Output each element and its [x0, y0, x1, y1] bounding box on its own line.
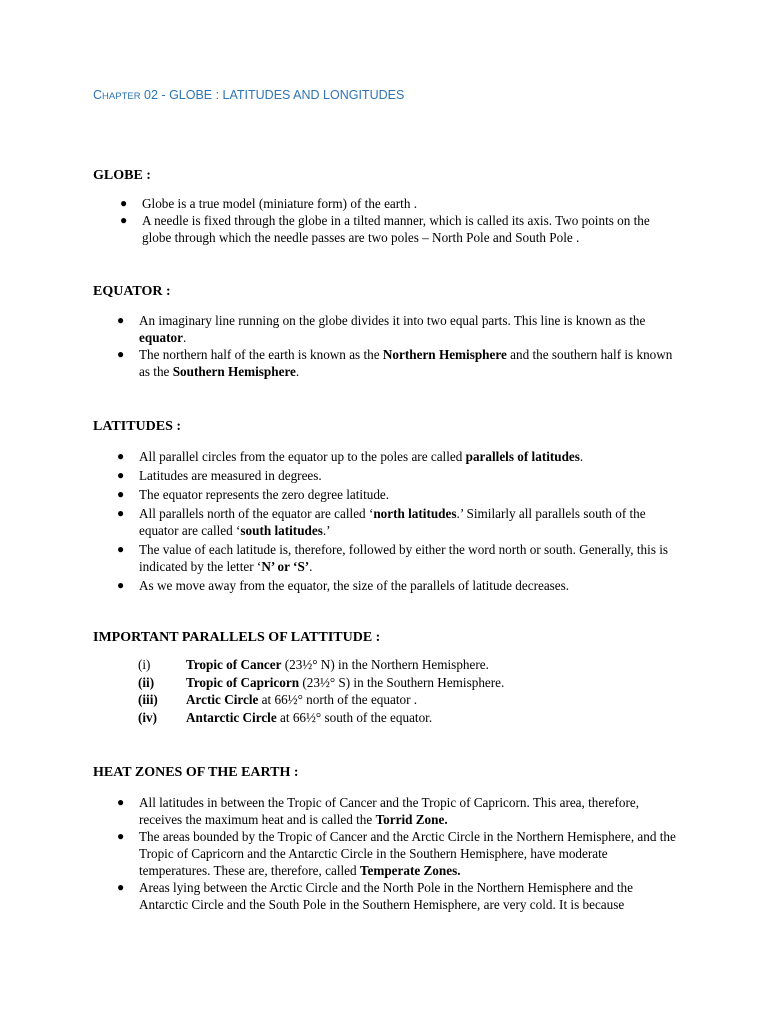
bullet-icon: ● [117, 449, 125, 463]
punctuation: .’ [322, 523, 331, 538]
bullet-icon: ● [117, 506, 125, 520]
heading-latitudes: LATITUDES : [93, 419, 182, 434]
item-number: (i) [138, 657, 151, 672]
southern-hemisphere-term: Southern Hemisphere [172, 364, 296, 379]
punctuation: . [309, 559, 313, 574]
n-or-s-term: N’ or ‘S’ [261, 559, 310, 574]
latitudes-bullet-5-text: The value of each latitude is, therefore, followed by either the word north or south. Generally, this is indicated by the letter ‘ [139, 542, 669, 574]
bullet-icon: ● [117, 578, 125, 592]
heading-equator: EQUATOR : [93, 284, 171, 299]
latitudes-bullet-4-text: All parallels north of the equator are called ‘ [139, 506, 374, 521]
north-latitudes-term: north latitudes [373, 506, 457, 521]
heat-zones-bullet-1-text: All latitudes in between the Tropic of Cancer and the Tropic of Capricorn. This area, therefore, receives the maximum heat and is called the [139, 795, 640, 827]
bullet-icon: ● [117, 347, 125, 361]
list-item [138, 691, 504, 709]
latitudes-bullet-1-text: All parallel circles from the equator up to the poles are called [139, 449, 466, 464]
chapter-title-rest: 02 - GLOBE : LATITUDES AND LONGITUDES [140, 88, 405, 102]
heat-zones-bullet-3-text: Areas lying between the Arctic Circle and the North Pole in the Northern Hemisphere and the Antarctic Circle and the South Pole in the Southern Hemisphere, are very cold. It is because [139, 880, 634, 912]
list-item [120, 212, 677, 246]
heading-important-parallels: IMPORTANT PARALLELS OF LATTITUDE : [93, 630, 381, 645]
equator-bullet-list [117, 312, 674, 380]
item-text: (23½° N) in the Northern Hemisphere. [281, 657, 489, 672]
equator-bullet-2-text: The northern half of the earth is known as the [139, 347, 383, 362]
list-item [117, 577, 674, 594]
list-item [138, 674, 504, 692]
latitudes-bullet-list [117, 448, 674, 594]
globe-bullet-2-text: A needle is fixed through the globe in a tilted manner, which is called its axis. Two points on the globe through which the needle passes are two poles – North Pole and South Pole . [142, 213, 650, 245]
bullet-icon: ● [117, 487, 125, 501]
temperate-zones-term: Temperate Zones. [359, 863, 461, 878]
globe-bullet-list [120, 195, 677, 246]
arctic-circle-term: Arctic Circle [186, 692, 259, 708]
bullet-icon: ● [117, 829, 125, 843]
list-item [117, 828, 677, 879]
list-item [117, 346, 674, 380]
list-item [117, 486, 674, 503]
bullet-icon: ● [117, 313, 125, 327]
bullet-icon: ● [117, 468, 125, 482]
parallels-term: parallels of latitudes [465, 449, 580, 464]
heat-zones-bullet-list [117, 794, 677, 913]
bullet-icon: ● [120, 213, 128, 227]
heat-zones-bullet-2-text: The areas bounded by the Tropic of Cancer and the Arctic Circle in the Northern Hemisphere, and the Tropic of Capricorn and the Antarctic Circle in the Southern Hemisphere, have moderate temperatures. These are, therefore, called [139, 829, 676, 878]
item-text: (23½° S) in the Southern Hemisphere. [299, 674, 505, 690]
list-item [117, 794, 677, 828]
tropic-of-capricorn-term: Tropic of Capricorn [186, 674, 300, 690]
list-item [117, 505, 674, 539]
bullet-icon: ● [120, 196, 128, 210]
item-number: (iv) [138, 710, 158, 726]
item-number: (ii) [138, 674, 155, 690]
list-item [117, 541, 674, 575]
item-text: at 66½° south of the equator. [276, 710, 433, 726]
heading-globe: GLOBE : [93, 168, 151, 183]
globe-bullet-1-text: Globe is a true model (miniature form) of the earth . [142, 196, 418, 211]
torrid-zone-term: Torrid Zone. [375, 812, 448, 827]
chapter-title [93, 88, 404, 102]
bullet-icon: ● [117, 880, 125, 894]
list-item [117, 879, 677, 913]
bullet-icon: ● [117, 542, 125, 556]
punctuation: . [295, 364, 300, 379]
latitudes-bullet-3-text: The equator represents the zero degree latitude. [139, 487, 390, 502]
parallels-numbered-list [138, 656, 504, 727]
punctuation: . [182, 330, 187, 345]
list-item [117, 467, 674, 484]
chapter-prefix-initial: C [93, 88, 103, 102]
item-number: (iii) [138, 692, 158, 708]
list-item [117, 448, 674, 465]
list-item [138, 709, 504, 727]
equator-term: equator [139, 330, 183, 345]
equator-bullet-2-mid: and the southern half is known as the [139, 347, 673, 379]
northern-hemisphere-term: Northern Hemisphere [382, 347, 507, 362]
heading-heat-zones: HEAT ZONES OF THE EARTH : [93, 765, 299, 780]
list-item [117, 312, 674, 346]
south-latitudes-term: south latitudes [240, 523, 323, 538]
bullet-icon: ● [117, 795, 125, 809]
item-text: at 66½° north of the equator . [258, 692, 418, 708]
tropic-of-cancer-term: Tropic of Cancer [186, 657, 282, 672]
chapter-prefix-smallcaps: HAPTER [102, 91, 141, 102]
punctuation: . [579, 449, 584, 464]
list-item [138, 656, 504, 674]
latitudes-bullet-4-mid: .’ Similarly all parallels south of the equator are called ‘ [139, 506, 646, 538]
latitudes-bullet-6-text: As we move away from the equator, the size of the parallels of latitude decreases. [139, 578, 570, 593]
list-item [120, 195, 677, 212]
antarctic-circle-term: Antarctic Circle [186, 710, 277, 726]
latitudes-bullet-2-text: Latitudes are measured in degrees. [139, 468, 322, 483]
equator-bullet-1-text: An imaginary line running on the globe divides it into two equal parts. This line is known as the [139, 313, 646, 328]
